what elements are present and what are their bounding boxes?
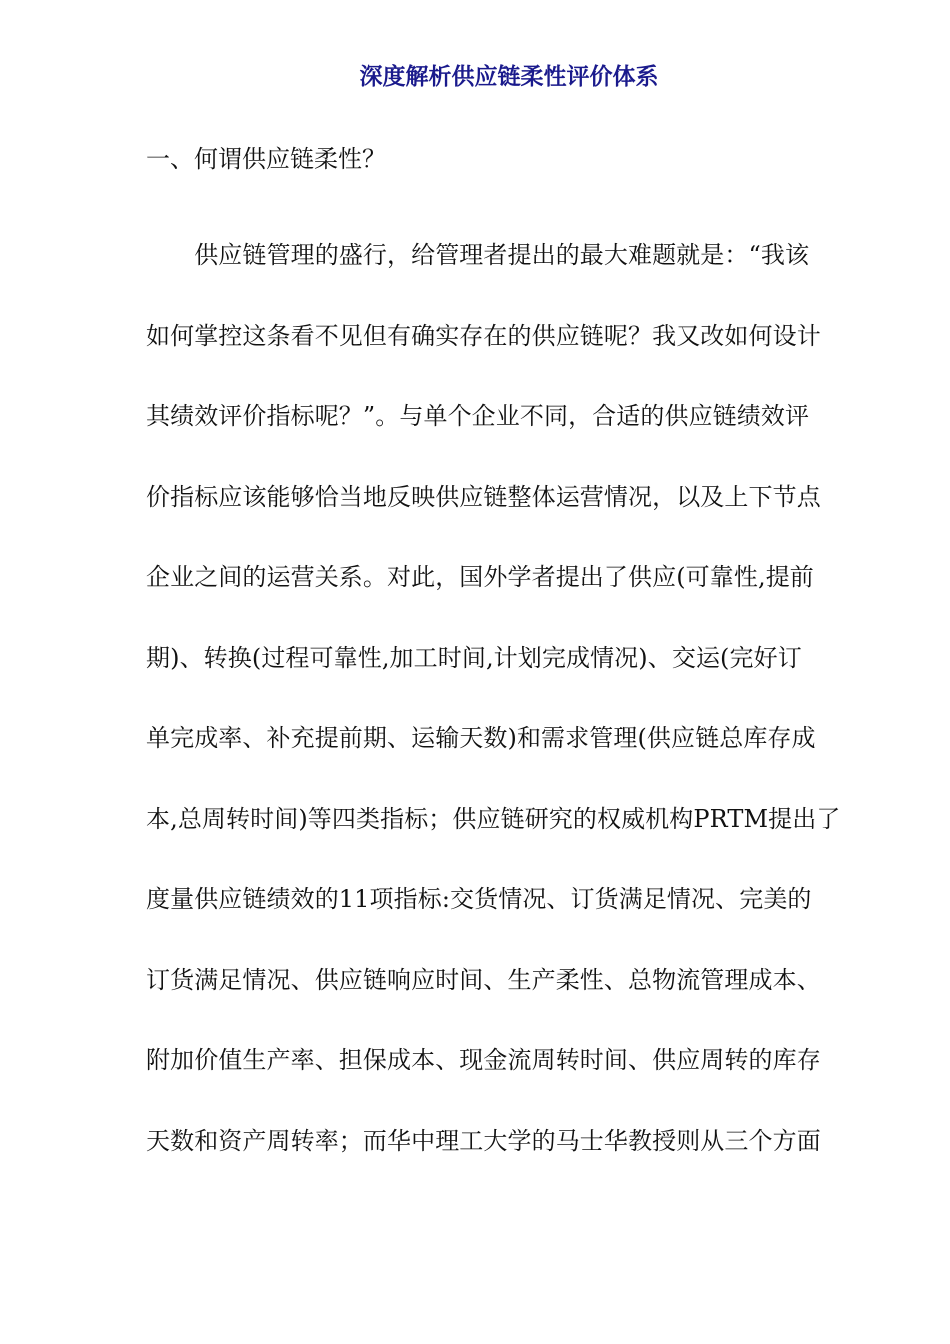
body-line: 附加价值生产率、担保成本、现金流周转时间、供应周转的库存 [146, 1046, 821, 1074]
body-line: 单完成率、补充提前期、运输天数)和需求管理(供应链总库存成 [146, 724, 816, 752]
body-line: 供应链管理的盛行，给管理者提出的最大难题就是：“我该 [146, 241, 810, 269]
body-line: 价指标应该能够恰当地反映供应链整体运营情况，以及上下节点 [146, 483, 821, 511]
body-line: 天数和资产周转率；而华中理工大学的马士华教授则从三个方面 [146, 1127, 821, 1155]
body-line: 其绩效评价指标呢？”。与单个企业不同，合适的供应链绩效评 [146, 402, 810, 430]
body-line: 期)、转换(过程可靠性,加工时间,计划完成情况)、交运(完好订 [146, 644, 802, 672]
body-line: 度量供应链绩效的11项指标:交货情况、订货满足情况、完美的 [146, 885, 812, 913]
body-line: 企业之间的运营关系。对此，国外学者提出了供应(可靠性,提前 [146, 563, 814, 591]
body-line: 本,总周转时间)等四类指标；供应链研究的权威机构PRTM提出了 [146, 805, 841, 833]
section-heading: 一、何谓供应链柔性？ [146, 145, 386, 173]
document-title: 深度解析供应链柔性评价体系 [359, 63, 659, 90]
body-line: 订货满足情况、供应链响应时间、生产柔性、总物流管理成本、 [146, 966, 821, 994]
body-line: 如何掌控这条看不见但有确实存在的供应链呢？我又改如何设计 [146, 322, 821, 350]
